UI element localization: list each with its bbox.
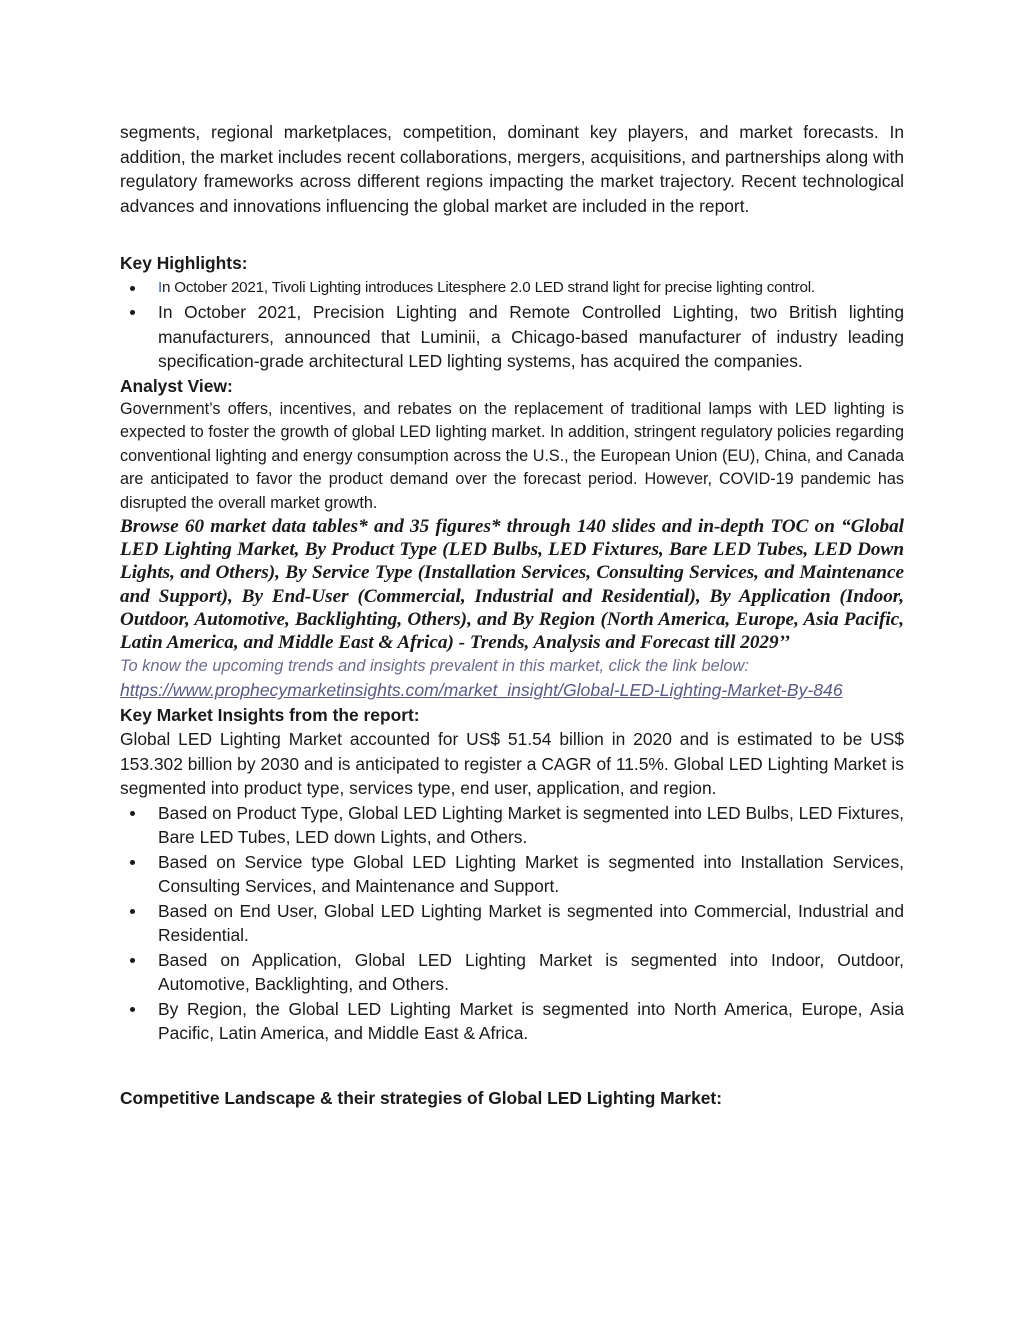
drop-letter: I (158, 278, 163, 296)
list-item-text: Based on Application, Global LED Lighting Market is segmented into Indoor, Outdoor, Automotive, Backlighting, and Others. (158, 949, 904, 995)
report-link[interactable]: https://www.prophecymarketinsights.com/market_insight/Global-LED-Lighting-Market-By-846 (120, 680, 843, 701)
list-item (120, 300, 904, 374)
analyst-view-body: Government’s offers, incentives, and rebates on the replacement of traditional lamps with LED lighting is expected to foster the growth of global LED lighting market. In addition, stringent regulatory policies regarding conventional lighting and energy consumption across the U.S., the European Union (EU), China, and Canada are anticipated to favor the product demand over the forecast period. However, COVID-19 pandemic has disrupted the overall market growth. (120, 400, 904, 512)
list-item (120, 899, 904, 948)
list-item (120, 948, 904, 997)
key-insights-heading: Key Market Insights from the report: (120, 704, 420, 725)
key-insights-body: Global LED Lighting Market accounted for US$ 51.54 billion in 2020 and is estimated to be US$ 153.302 billion by 2030 and is anticipated to register a CAGR of 11.5%. Global LED Lighting Market is segmented into product type, services type, end user, application, and region. (120, 729, 904, 799)
key-insights-list (120, 801, 904, 1046)
analyst-view-heading: Analyst View: (120, 375, 233, 396)
list-item-text: n October 2021, Tivoli Lighting introduces Litesphere 2.0 LED strand light for precise lighting control. (162, 278, 815, 296)
list-item (120, 997, 904, 1046)
list-item-text: Based on Service type Global LED Lighting Market is segmented into Installation Services, Consulting Services, and Maintenance and Support. (158, 851, 904, 897)
list-item-text: In October 2021, Precision Lighting and Remote Controlled Lighting, two British lighting manufacturers, announced that Luminii, a Chicago-based manufacturer of industry leading specification-grade architectural LED lighting systems, has acquired the companies. (158, 302, 904, 371)
list-item-text: Based on Product Type, Global LED Lighting Market is segmented into LED Bulbs, LED Fixtures, Bare LED Tubes, LED down Lights, and Others. (158, 802, 904, 848)
competitive-landscape-heading: Competitive Landscape & their strategies of Global LED Lighting Market: (120, 1087, 722, 1108)
list-item-text: By Region, the Global LED Lighting Market is segmented into North America, Europe, Asia Pacific, Latin America, and Middle East & Africa. (158, 998, 904, 1044)
list-item (120, 801, 904, 850)
list-item-text: Based on End User, Global LED Lighting Market is segmented into Commercial, Industrial and Residential. (158, 900, 904, 946)
document-page (120, 120, 904, 1110)
browse-toc-paragraph: Browse 60 market data tables* and 35 figures* through 140 slides and in-depth TOC on “Global LED Lighting Market, By Product Type (LED Bulbs, LED Fixtures, Bare LED Tubes, LED Down Lights, and Others), By Service Type (Installation Services, Consulting Services, and Maintenance and Support), By End-User (Commercial, Industrial and Residential), By Application (Indoor, Outdoor, Automotive, Backlighting, Others), and By Region (North America, Europe, Asia Pacific, Latin America, and Middle East & Africa) - Trends, Analysis and Forecast till 2029’’ (120, 516, 904, 654)
cta-text: To know the upcoming trends and insights prevalent in this market, click the link below: (120, 657, 749, 676)
key-highlights-heading: Key Highlights: (120, 253, 248, 273)
list-item (120, 850, 904, 899)
key-highlights-list (120, 276, 904, 374)
list-item (120, 276, 904, 301)
intro-paragraph: segments, regional marketplaces, competition, dominant key players, and market forecasts. In addition, the market includes recent collaborations, mergers, acquisitions, and partnerships along with regulatory frameworks across different regions impacting the market trajectory. Recent technological advances and innovations influencing the global market are included in the report. (120, 122, 904, 216)
